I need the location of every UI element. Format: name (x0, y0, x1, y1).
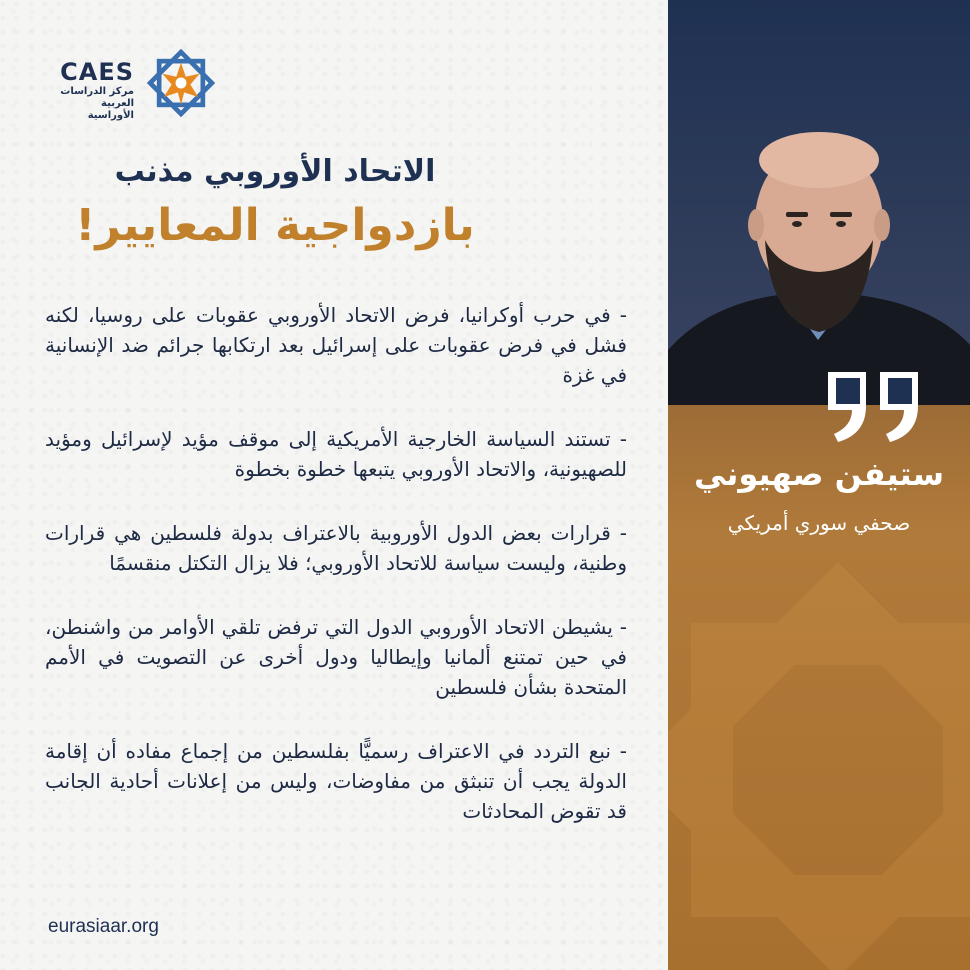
speaker-name: ستيفن صهيوني (693, 455, 945, 493)
bullet-point: - في حرب أوكرانيا، فرض الاتحاد الأوروبي عقوبات على روسيا، لكنه فشل في فرض عقوبات على إسرائيل بعد ارتكابها جرائم ضد الإنسانية في غزة (45, 303, 627, 387)
bullet-point: - تستند السياسة الخارجية الأمريكية إلى موقف مؤيد لإسرائيل ومؤيد للصهيونية، والاتحاد الأوروبي يتبعها خطوة بخطوة (45, 427, 627, 481)
website-link[interactable]: eurasiaar.org (48, 916, 159, 937)
speaker-role: صحفي سوري أمريكي (727, 511, 911, 535)
speaker-panel (668, 0, 970, 970)
quote-mark-icon (826, 372, 922, 444)
bullet-point: - قرارات بعض الدول الأوروبية بالاعتراف بدولة فلسطين هي قرارات وطنية، وليست سياسة للاتحاد الأوروبي؛ فلا يزال التكتل منقسمًا (45, 521, 627, 575)
logo-line-1: مركز الدراسات (60, 86, 134, 97)
background-star-icon (668, 560, 970, 970)
person-portrait-icon (668, 0, 970, 405)
logo-line-2: العربية الأوراسية (87, 98, 134, 121)
headline: الاتحاد الأوروبي مذنب (114, 154, 436, 189)
bullet-point: - نبع التردد في الاعتراف رسميًّا بفلسطين من إجماع مفاده أن إقامة الدولة يجب أن تنبثق من مفاوضات، وليس من إعلانات أحادية الجانب قد تقوض المحادثات (45, 739, 627, 823)
bullet-point: - يشيطن الاتحاد الأوروبي الدول التي ترفض تلقي الأوامر من واشنطن، في حين تمتنع ألمانيا وإيطاليا ودول أخرى عن التصويت في الأمم المتحدة بشأن فلسطين (45, 615, 627, 699)
caes-logo[interactable] (52, 44, 222, 122)
eight-point-star-icon (142, 44, 220, 122)
bullet-points (45, 300, 627, 860)
logo-abbr: CAES (60, 58, 134, 86)
subheadline: بازدواجية المعايير! (75, 200, 475, 251)
logo-arabic-name (52, 86, 134, 122)
